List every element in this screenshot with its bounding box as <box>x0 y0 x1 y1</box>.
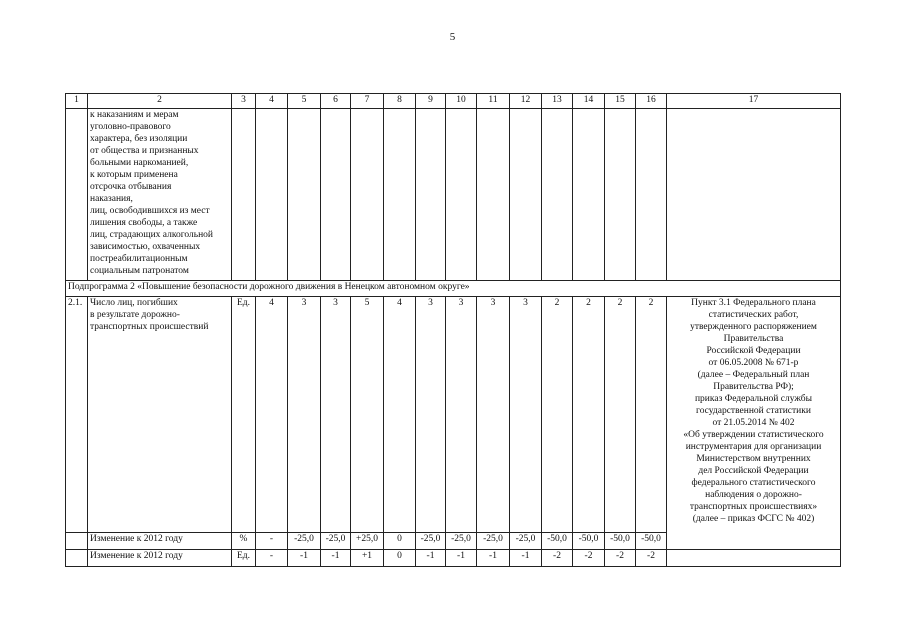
value-cell: +1 <box>351 550 384 567</box>
value-cell: -1 <box>477 550 510 567</box>
value-cell: -25,0 <box>477 533 510 550</box>
indicator-table <box>65 93 841 567</box>
col-header: 10 <box>446 94 477 109</box>
col-header: 8 <box>384 94 416 109</box>
row-number: 2.1. <box>66 297 88 533</box>
col-header: 15 <box>605 94 636 109</box>
value-cell: 2 <box>573 297 605 533</box>
col-header: 1 <box>66 94 88 109</box>
value-cell: 3 <box>477 297 510 533</box>
subprogram-row <box>66 281 841 297</box>
value-cell: 2 <box>636 297 667 533</box>
value-cell: 3 <box>288 297 321 533</box>
indicator-name: Изменение к 2012 году <box>88 550 232 567</box>
value-cell: - <box>256 550 288 567</box>
value-cell: -50,0 <box>605 533 636 550</box>
value-cell: -1 <box>446 550 477 567</box>
value-cell: -50,0 <box>573 533 605 550</box>
value-cell: - <box>256 533 288 550</box>
value-cell: -25,0 <box>510 533 542 550</box>
value-cell: 4 <box>384 297 416 533</box>
table-row <box>66 550 841 567</box>
value-cell: -25,0 <box>446 533 477 550</box>
value-cell: 0 <box>384 533 416 550</box>
value-cell: -50,0 <box>542 533 573 550</box>
col-header: 13 <box>542 94 573 109</box>
value-cell: -2 <box>542 550 573 567</box>
value-cell: 2 <box>605 297 636 533</box>
unit-cell: % <box>232 533 256 550</box>
value-cell: 3 <box>321 297 351 533</box>
subprogram-title: Подпрограмма 2 «Повышение безопасности дорожного движения в Ненецком автономном округе» <box>66 281 841 297</box>
col-header: 12 <box>510 94 542 109</box>
value-cell: 2 <box>542 297 573 533</box>
value-cell: -1 <box>416 550 446 567</box>
source-reference: Пункт 3.1 Федерального плана статистических работ, утвержденного распоряжением Правительства Российской Федерации от 06.05.2008 № 671-р (далее – Федеральный план Правительства РФ); приказ Федеральной службы государственной статистики от 21.05.2014 № 402 «Об утверждении статистического инструментария для организации Министерством внутренних дел Российской Федерации федерального статистического наблюдения о дорожно- транспортных происшествиях» (далее – приказ ФСГС № 402) <box>667 297 841 550</box>
col-header: 6 <box>321 94 351 109</box>
col-header: 4 <box>256 94 288 109</box>
value-cell: -25,0 <box>321 533 351 550</box>
continuation-text: к наказаниям и мерам уголовно-правового характера, без изоляции от общества и признанных больными наркоманией, к которым применена отсрочка отбывания наказания, лиц, освободившихся из мест лишения свободы, а также лиц, страдающих алкогольной зависимостью, охваченных постреабилитационным социальным патронатом <box>88 109 232 281</box>
col-header: 7 <box>351 94 384 109</box>
value-cell: -1 <box>288 550 321 567</box>
value-cell: 3 <box>416 297 446 533</box>
value-cell: +25,0 <box>351 533 384 550</box>
col-header: 17 <box>667 94 841 109</box>
value-cell: -2 <box>605 550 636 567</box>
page-number: 5 <box>449 31 456 43</box>
col-header: 5 <box>288 94 321 109</box>
value-cell: 3 <box>510 297 542 533</box>
value-cell: 3 <box>446 297 477 533</box>
unit-cell: Ед. <box>232 297 256 533</box>
indicator-name: Число лиц, погибших в результате дорожно- транспортных происшествий <box>88 297 232 533</box>
table-row <box>66 297 841 533</box>
value-cell: -50,0 <box>636 533 667 550</box>
value-cell: 4 <box>256 297 288 533</box>
value-cell: -25,0 <box>416 533 446 550</box>
header-row <box>66 94 841 109</box>
col-header: 16 <box>636 94 667 109</box>
value-cell: -1 <box>510 550 542 567</box>
value-cell: -25,0 <box>288 533 321 550</box>
col-header: 9 <box>416 94 446 109</box>
col-header: 2 <box>88 94 232 109</box>
indicator-name: Изменение к 2012 году <box>88 533 232 550</box>
value-cell: -1 <box>321 550 351 567</box>
col-header: 3 <box>232 94 256 109</box>
col-header: 11 <box>477 94 510 109</box>
continuation-row <box>66 109 841 281</box>
value-cell: 5 <box>351 297 384 533</box>
value-cell: -2 <box>636 550 667 567</box>
col-header: 14 <box>573 94 605 109</box>
value-cell: -2 <box>573 550 605 567</box>
value-cell: 0 <box>384 550 416 567</box>
unit-cell: Ед. <box>232 550 256 567</box>
